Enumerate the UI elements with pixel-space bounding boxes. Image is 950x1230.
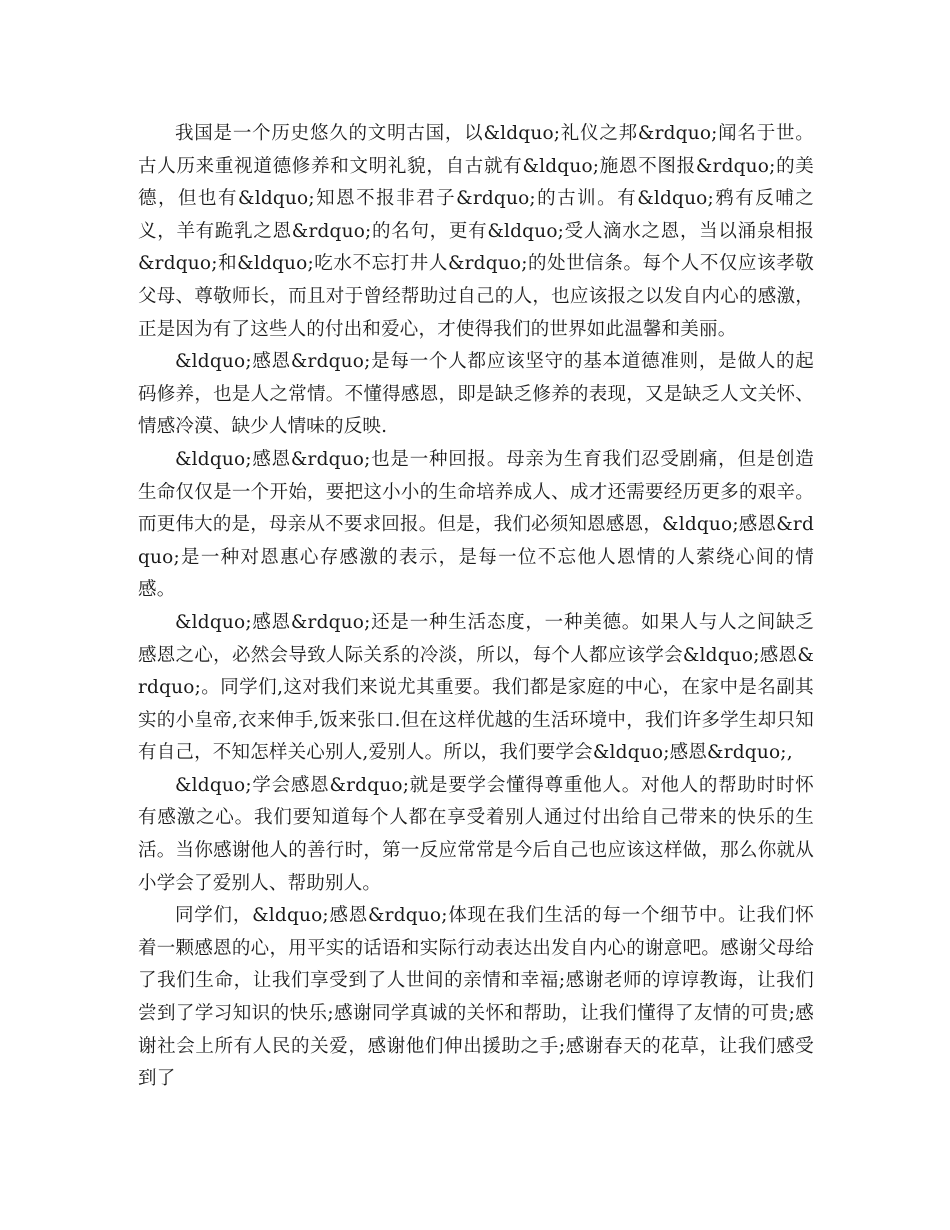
paragraph-5: &ldquo;学会感恩&rdquo;就是要学会懂得尊重他人。对他人的帮助时时怀有感激之心。我们要知道每个人都在享受着别人通过付出给自己带来的快乐的生活。当你感谢他人的善行时，第一反应常常是今后自己也应该这样做，那么你就从小学会了爱别人、帮助别人。 — [138, 774, 814, 894]
paragraph-3: &ldquo;感恩&rdquo;也是一种回报。母亲为生育我们忍受剧痛，但是创造生命仅仅是一个开始，要把这小小的生命培养成人、成才还需要经历更多的艰辛。而更伟大的是，母亲从不要求回报。但是，我们必须知恩感恩，&ldquo;感恩&rdquo;是一种对恩惠心存感激的表示，是每一位不忘他人恩情的人萦绕心间的情感。 — [138, 448, 814, 601]
paragraph-1: 我国是一个历史悠久的文明古国，以&ldquo;礼仪之邦&rdquo;闻名于世。古人历来重视道德修养和文明礼貌，自古就有&ldquo;施恩不图报&rdquo;的美德，但也有&ldquo;知恩不报非君子&rdquo;的古训。有&ldquo;鸦有反哺之义，羊有跪乳之恩&rdquo;的名句，更有&ldquo;受人滴水之恩，当以涌泉相报&rdquo;和&ldquo;吃水不忘打井人&rdquo;的处世信条。每个人不仅应该孝敬父母、尊敬师长，而且对于曾经帮助过自己的人，也应该报之以发自内心的感激，正是因为有了这些人的付出和爱心，才使得我们的世界如此温馨和美丽。 — [138, 123, 814, 340]
paragraph-6: 同学们，&ldquo;感恩&rdquo;体现在我们生活的每一个细节中。让我们怀着一颗感恩的心，用平实的话语和实际行动表达出发自内心的谢意吧。感谢父母给了我们生命，让我们享受到了人世间的亲情和幸福;感谢老师的谆谆教诲，让我们尝到了学习知识的快乐;感谢同学真诚的关怀和帮助，让我们懂得了友情的可贵;感谢社会上所有人民的关爱，感谢他们伸出援助之手;感谢春天的花草，让我们感受到了 — [138, 905, 814, 1090]
paragraph-2: &ldquo;感恩&rdquo;是每一个人都应该坚守的基本道德准则，是做人的起码修养，也是人之常情。不懂得感恩，即是缺乏修养的表现，又是缺乏人文关怀、情感冷漠、缺少人情味的反映. — [138, 351, 814, 438]
paragraph-4: &ldquo;感恩&rdquo;还是一种生活态度，一种美德。如果人与人之间缺乏感恩之心，必然会导致人际关系的冷淡，所以，每个人都应该学会&ldquo;感恩&rdquo;。同学们,这对我们来说尤其重要。我们都是家庭的中心，在家中是名副其实的小皇帝,衣来伸手,饭来张口.但在这样优越的生活环境中，我们许多学生却只知有自己，不知怎样关心别人,爱别人。所以，我们要学会&ldquo;感恩&rdquo;, — [138, 611, 814, 764]
document-page — [138, 118, 814, 1096]
